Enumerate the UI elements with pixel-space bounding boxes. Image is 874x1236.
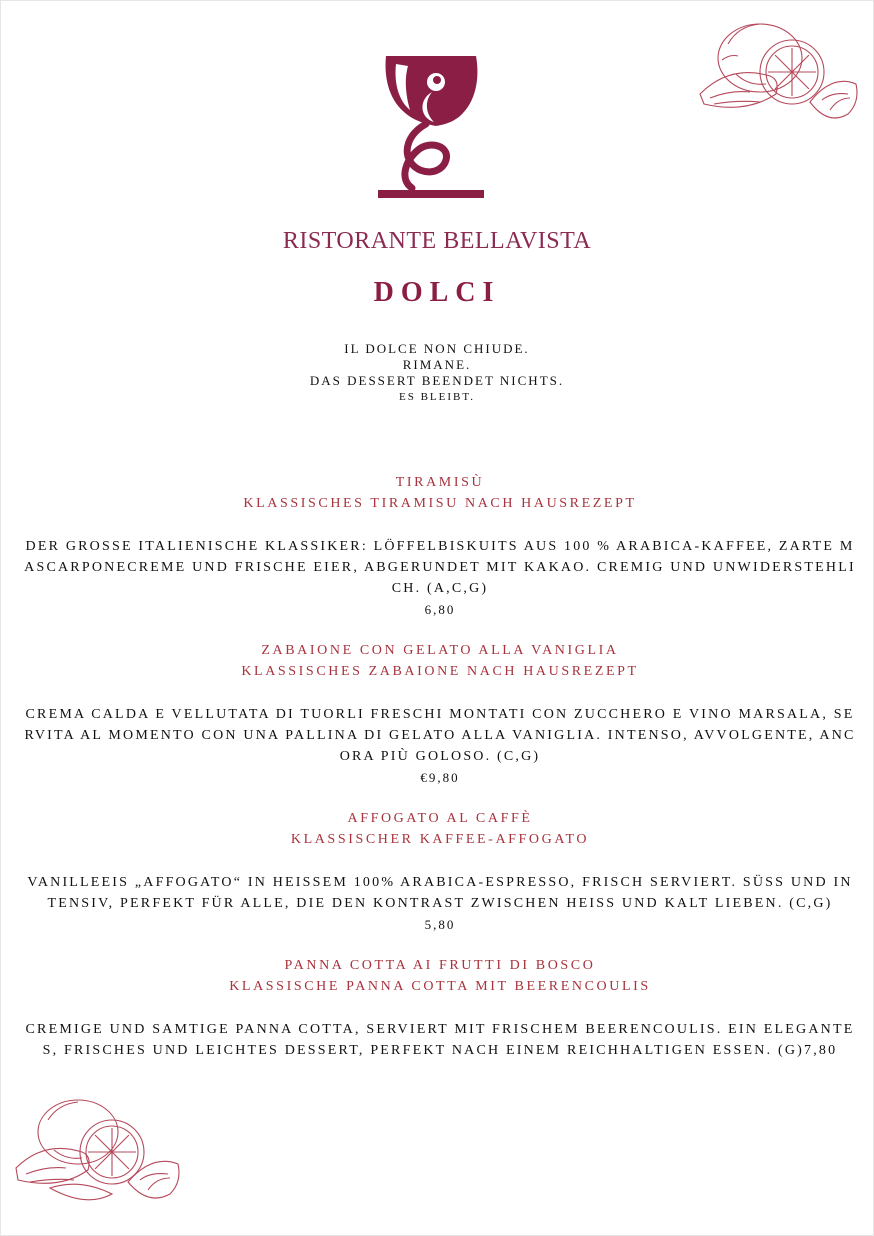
dish-price: 7,80 xyxy=(804,1043,838,1058)
dish-subtitle: KLASSISCHE PANNA COTTA MIT BEERENCOULIS xyxy=(229,979,651,994)
citrus-fruit-illustration-icon xyxy=(690,14,862,126)
dish-description: VANILLEEIS „AFFOGATO“ IN HEISSEM 100% ARABICA-ESPRESSO, FRISCH SERVIERT. SÜSS UND INTENSIV, PERFEKT FÜR ALLE, DIE DEN KONTRAST ZWISCHEN HEISS UND KALT LIEBEN. (C,G) xyxy=(27,875,853,911)
motto-line: DAS DESSERT BEENDET NICHTS. xyxy=(309,373,565,388)
dish-name: AFFOGATO AL CAFFÈ xyxy=(347,811,533,826)
dish-item xyxy=(24,955,856,1061)
dish-subtitle: KLASSISCHES ZABAIONE NACH HAUSREZEPT xyxy=(241,664,639,679)
dish-name: ZABAIONE CON GELATO ALLA VANIGLIA xyxy=(261,643,619,658)
dessert-menu xyxy=(24,472,856,1061)
citrus-fruit-illustration-icon xyxy=(10,1096,186,1208)
dish-description-text: CREMIGE UND SAMTIGE PANNA COTTA, SERVIERT MIT FRISCHEM BEERENCOULIS. EIN ELEGANTES, FRISCHES UND LEICHTES DESSERT, PERFEKT NACH EINEM REICHHALTIGEN ESSEN. (G) xyxy=(25,1022,855,1058)
dish-item xyxy=(24,472,856,620)
dish-price: 6,80 xyxy=(424,602,456,617)
motto xyxy=(0,341,874,405)
motto-line: IL DOLCE NON CHIUDE. xyxy=(344,341,530,356)
dish-name: TIRAMISÙ xyxy=(395,475,485,490)
dish-subtitle: KLASSISCHER KAFFEE-AFFOGATO xyxy=(290,832,590,847)
motto-line: RIMANE. xyxy=(402,357,472,372)
dish-item xyxy=(24,640,856,788)
page-title: DOLCI xyxy=(373,277,501,308)
restaurant-name: RISTORANTE BELLAVISTA xyxy=(282,228,592,254)
dish-price: 5,80 xyxy=(424,917,456,932)
dish-description: DER GROSSE ITALIENISCHE KLASSIKER: LÖFFELBISKUITS AUS 100 % ARABICA-KAFFEE, ZARTE MASCARPONECREME UND FRISCHE EIER, ABGERUNDET MIT KAKAO. CREMIG UND UNWIDERSTEHLICH. (A,C,G) xyxy=(24,539,856,596)
dish-description: CREMA CALDA E VELLUTATA DI TUORLI FRESCHI MONTATI CON ZUCCHERO E VINO MARSALA, SERVITA AL MOMENTO CON UNA PALLINA DI GELATO ALLA VANIGLIA. INTENSO, AVVOLGENTE, ANCORA PIÙ GOLOSO. (C,G) xyxy=(24,707,856,764)
dish-subtitle: KLASSISCHES TIRAMISU NACH HAUSREZEPT xyxy=(243,496,637,511)
dish-item xyxy=(24,808,856,935)
dish-price: €9,80 xyxy=(420,770,460,785)
dish-name: PANNA COTTA AI FRUTTI DI BOSCO xyxy=(284,958,596,973)
dish-description xyxy=(24,1019,856,1061)
wine-glass-logo-icon xyxy=(376,52,486,200)
motto-line: ES BLEIBT. xyxy=(398,391,475,403)
